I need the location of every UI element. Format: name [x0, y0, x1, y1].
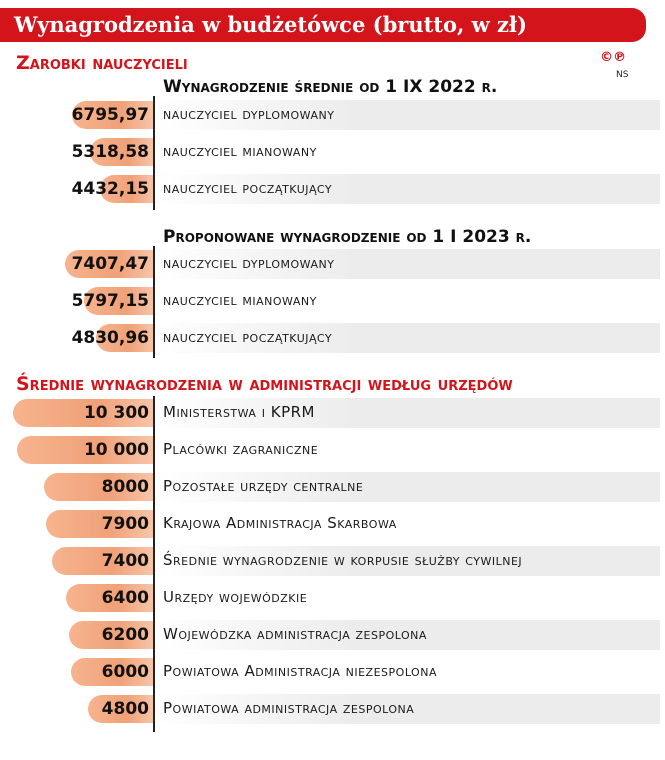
- value-bar: [71, 287, 153, 315]
- value-bar: [66, 584, 153, 612]
- section-title-teachers: Zarobki nauczycieli: [16, 52, 188, 74]
- category-label: Pozostałe urzędy centralne: [163, 477, 364, 495]
- value-bar: [69, 621, 153, 649]
- value-bar: [17, 436, 153, 464]
- chart-row: [155, 323, 660, 353]
- chart-row: [155, 546, 660, 576]
- chart-row: [155, 100, 660, 130]
- category-label: nauczyciel mianowany: [163, 142, 317, 160]
- category-label: Powiatowa administracja zespolona: [163, 699, 415, 717]
- value-bar: [52, 547, 153, 575]
- category-label: Powiatowa Administracja niezespolona: [163, 662, 437, 680]
- value-label: 7400: [101, 551, 149, 571]
- chart-row: [155, 583, 660, 613]
- value-label: 10 000: [83, 440, 149, 460]
- chart-row: [155, 398, 660, 428]
- subtitle-2023: Proponowane wynagrodzenie od 1 I 2023 r.: [163, 227, 532, 247]
- value-label: 4800: [101, 699, 149, 719]
- value-label: 8000: [101, 477, 149, 497]
- value-bar: [72, 101, 153, 129]
- value-label: 7900: [101, 514, 149, 534]
- chart-row: [155, 657, 660, 687]
- chart-row: [155, 509, 660, 539]
- value-label: 4432,15: [71, 179, 149, 199]
- author-initials: NS: [616, 70, 629, 80]
- chart-row: [155, 174, 660, 204]
- value-label: 6000: [101, 662, 149, 682]
- value-bar: [88, 695, 153, 723]
- value-label: 6200: [101, 625, 149, 645]
- section-title-administration: Średnie wynagrodzenia w administracji według urzędów: [16, 373, 513, 395]
- value-bar: [71, 138, 153, 166]
- category-label: nauczyciel początkujący: [163, 179, 333, 197]
- value-label: 4830,96: [71, 328, 149, 348]
- copyright-mark: ©℗: [600, 50, 626, 65]
- value-label: 5318,58: [71, 142, 149, 162]
- value-label: 7407,47: [71, 254, 149, 274]
- category-label: nauczyciel początkujący: [163, 328, 333, 346]
- chart-row: [155, 620, 660, 650]
- category-label: Średnie wynagrodzenie w korpusie służby cywilnej: [163, 551, 523, 569]
- chart-row: [155, 286, 660, 316]
- category-label: nauczyciel dyplomowany: [163, 254, 335, 272]
- chart-row: [155, 694, 660, 724]
- value-bar: [13, 399, 153, 427]
- category-label: nauczyciel dyplomowany: [163, 105, 335, 123]
- value-label: 10 300: [83, 403, 149, 423]
- category-label: Placówki zagraniczne: [163, 440, 319, 458]
- value-bar: [71, 658, 153, 686]
- chart-row: [155, 249, 660, 279]
- value-bar: [71, 175, 153, 203]
- value-label: 6795,97: [71, 105, 149, 125]
- value-label: 5797,15: [71, 291, 149, 311]
- category-label: Wojewódzka administracja zespolona: [163, 625, 427, 643]
- subtitle-2022: Wynagrodzenie średnie od 1 IX 2022 r.: [163, 77, 498, 97]
- category-label: Urzędy wojewódzkie: [163, 588, 308, 606]
- chart-row: [155, 137, 660, 167]
- value-bar: [46, 510, 153, 538]
- chart-row: [155, 435, 660, 465]
- category-label: Ministerstwa i KPRM: [163, 403, 315, 421]
- chart-row: [155, 472, 660, 502]
- category-label: nauczyciel mianowany: [163, 291, 317, 309]
- value-label: 6400: [101, 588, 149, 608]
- value-bar: [44, 473, 153, 501]
- value-bar: [71, 324, 153, 352]
- value-bar: [65, 250, 153, 278]
- page-title: Wynagrodzenia w budżetówce (brutto, w zł): [14, 12, 527, 37]
- category-label: Krajowa Administracja Skarbowa: [163, 514, 397, 532]
- title-bar: [0, 8, 646, 42]
